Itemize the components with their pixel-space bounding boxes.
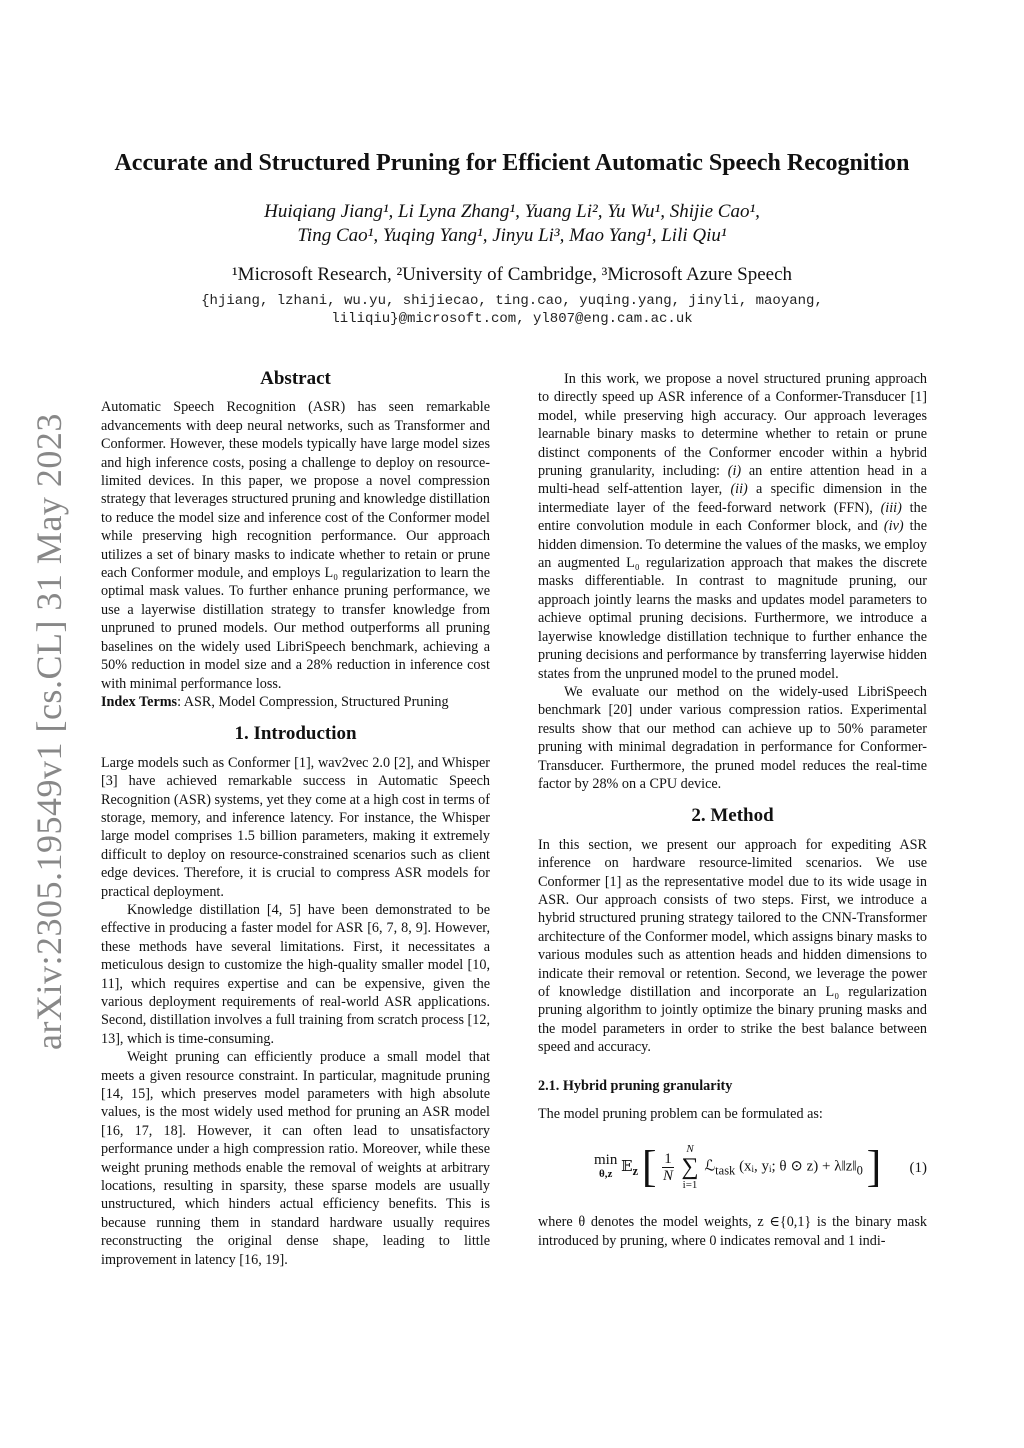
eq-expectation (621, 1158, 639, 1178)
equation-number: (1) (909, 1160, 927, 1177)
eq-frac-den: N (662, 1167, 673, 1184)
email-list (130, 292, 894, 328)
para4-part-a: In this work, we propose a novel structured pruning approach to directly speed up ASR inference of a Conformer-Transducer [1] model, while preserving high accuracy. Our approach leverages learnable binary masks to determine whether to retain or prune distinct components of the Conformer encoder within a hybrid pruning granularity, including: (538, 371, 927, 480)
arxiv-identifier[interactable]: arXiv:2305.19549v1 [cs.CL] 31 May 2023 (29, 413, 69, 1050)
author-list (120, 200, 904, 248)
para4-part-b: an entire attention head in a multi-head self-attention layer, (538, 463, 927, 498)
marker-iv: (iv) (883, 518, 904, 535)
intro-paragraph-2: Knowledge distillation [4, 5] have been demonstrated to be effective in producing a faster model for ASR [6, 7, 8, 9]. However, these methods have several limitations. First, it necessitates a meticulous design to customize the high-quality smaller model [10, 11], which requires expertise and can be expensive, given the various deployment requirements of real-world ASR applications. Second, distillation involves a full training from scratch process [12, 13], which is time-consuming. (101, 901, 490, 1047)
emails-line-2: liliqiu}@microsoft.com, yl807@eng.cam.ac.uk (331, 311, 693, 327)
index-terms (101, 693, 490, 711)
para4-part-c: a specific dimension in the intermediate layer of the feed-forward network (FFN), (538, 481, 927, 516)
authors-line-1: Huiqiang Jiang¹, Li Lyna Zhang¹, Yuang Li², Yu Wu¹, Shijie Cao¹, (264, 201, 760, 222)
intro-paragraph-3: Weight pruning can efficiently produce a small model that meets a given resource constraint. In particular, magnitude pruning [14, 15], which preserves model parameters with high absolute values, is the most widely used method for pruning an ASR model [16, 17, 18]. However, it can often lead to unsatisfactory performance under a high compression ratio. Moreover, while these weight pruning methods enable the removal of weights at arbitrary locations, resulting in sparsity, these sparse models are usually unstructured, which hinders actual efficiency benefits. This is because running them in standard hardware usually requires reconstructing the original dense shape, leading to little improvement in latency [16, 19]. (101, 1049, 490, 1268)
intro-paragraph-4 (538, 370, 927, 683)
eq-sum-symbol: ∑ (681, 1154, 699, 1181)
authors-line-2: Ting Cao¹, Yuqing Yang¹, Jinyu Li³, Mao Yang¹, Lili Qiu¹ (297, 225, 727, 246)
introduction-heading: 1. Introduction (234, 723, 357, 745)
eq-min-sub: θ,z (598, 1168, 613, 1181)
marker-i: (i) (727, 463, 742, 480)
emails-line-1: {hjiang, lzhani, wu.yu, shijiecao, ting.cao, yuqing.yang, jinyli, maoyang, (201, 293, 823, 309)
method-paragraph: In this section, we present our approach for expediting ASR inference on hardware resource-limited scenarios. We use Conformer [1] as the representative model due to its wide usage in ASR. Our approach consists of two steps. First, we introduce a hybrid structured pruning strategy tailored to the CNN-Transformer architecture of the Conformer model, which assigns binary masks to various modules such as attention heads and hidden dimensions to indicate their removal or retention. Second, we leverage the power of knowledge distillation and incorporate an L₀ regularization pruning algorithm to jointly optimize the binary pruning masks and the model parameters in order to strike the best balance between speed and accuracy. (538, 836, 927, 1056)
eq-args: (xᵢ, yᵢ; θ ⊙ z) + λ‖z‖ (739, 1158, 857, 1175)
intro-paragraph-5: We evaluate our method on the widely-used LibriSpeech benchmark [20] under various compression ratios. Experimental results show that our method can achieve up to 50% parameter pruning with minimal degradation in performance for Conformer-Transducer. Furthermore, the pruned model reduces the real-time factor by 28% on a CPU device. (538, 683, 927, 792)
equation-1 (538, 1139, 927, 1199)
eq-expect-sub: z (632, 1163, 639, 1178)
eq-open-bracket: [ (641, 1142, 657, 1192)
eq-norm-sub: 0 (856, 1163, 863, 1178)
index-terms-label: Index Terms (101, 693, 178, 710)
right-column (538, 370, 927, 1250)
para4-part-e: the hidden dimension. To determine the values of the masks, we employ an augmented L₀ regularization approach that makes the discrete masks differentiable. In contrast to magnitude pruning, our approach jointly learns the masks and updates model parameters to achieve optimal pruning decisions. Furthermore, we introduce a layerwise knowledge distillation technique to further enhance the pruning decisions and performance by transferring layerwise hidden states from the unpruned model to the pruned model. (538, 518, 927, 682)
eq-frac-num: 1 (664, 1150, 672, 1167)
eq-expect-op: 𝔼 (621, 1158, 633, 1175)
eq-min-op: min (594, 1152, 618, 1169)
affiliations: ¹Microsoft Research, ²University of Cambridge, ³Microsoft Azure Speech (231, 264, 793, 285)
eq-min (594, 1153, 617, 1181)
abstract-text: Automatic Speech Recognition (ASR) has seen remarkable advancements with deep neural networks, such as Transformer and Conformer. However, these models typically have large model sizes and high inference costs, posing a challenge to deploy on resource-limited devices. In this paper, we propose a novel compression strategy that leverages structured pruning and knowledge distillation to reduce the model size and inference cost of the Conformer model while preserving high recognition performance. Our approach utilizes a set of binary masks to indicate whether to retain or prune each Conformer module, and employs L₀ regularization to learn the optimal mask values. To further enhance pruning performance, we use a layerwise distillation strategy to transfer knowledge from unpruned to pruned models. Our method outperforms all pruning baselines on the widely used LibriSpeech benchmark, achieving a 50% reduction in model size and a 28% reduction in inference cost with minimal performance loss. (101, 399, 490, 692)
eq-fraction (662, 1151, 674, 1184)
equation-body (594, 1143, 881, 1191)
intro-paragraph-1: Large models such as Conformer [1], wav2vec 2.0 [2], and Whisper [3] have achieved remarkable success in Automatic Speech Recognition (ASR) systems, yet they come at a high cost in terms of storage, memory, and inference latency. For instance, the Whisper large model comprises 1.5 billion parameters, making it extremely difficult to deploy on resource-constrained scenarios such as client edge devices. Therefore, it is crucial to compress ASR models for practical deployment. (101, 754, 490, 900)
marker-ii: (ii) (730, 481, 748, 498)
para4-part-d: the entire convolution module in each Conformer block, and (538, 499, 927, 535)
left-column (101, 370, 490, 1269)
eq-sum-bottom: i=1 (682, 1179, 698, 1192)
subsection-heading: 2.1. Hybrid pruning granularity (538, 1077, 733, 1094)
eq-close-bracket: ] (866, 1142, 882, 1192)
eq-sum-top: N (686, 1143, 694, 1156)
marker-iii: (iii) (880, 499, 902, 516)
index-terms-text: : ASR, Model Compression, Structured Pruning (177, 693, 449, 710)
eq-loss-sub: task (715, 1163, 736, 1178)
after-equation-text: where θ denotes the model weights, z ∈{0,1} is the binary mask introduced by pruning, where 0 indicates removal and 1 indi- (538, 1214, 927, 1249)
method-heading: 2. Method (691, 805, 774, 827)
eq-loss-symbol: ℒ (704, 1158, 716, 1175)
subsection-paragraph: The model pruning problem can be formulated as: (538, 1106, 823, 1123)
eq-sum (682, 1143, 699, 1191)
abstract-heading: Abstract (260, 368, 331, 389)
paper-title: Accurate and Structured Pruning for Efficient Automatic Speech Recognition (114, 150, 910, 176)
